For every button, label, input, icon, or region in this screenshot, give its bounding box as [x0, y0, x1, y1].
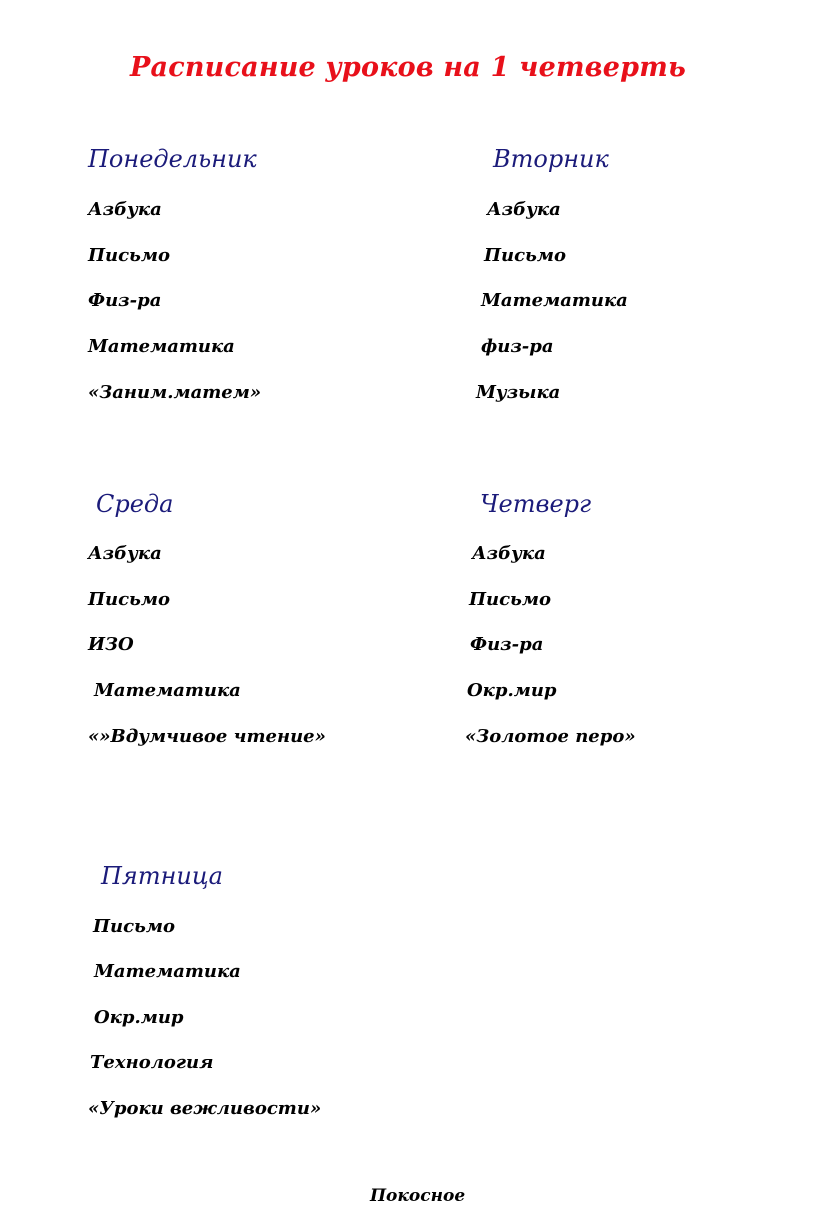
lesson-item: Азбука — [88, 199, 162, 220]
lesson-item: Окр.мир — [94, 1007, 184, 1028]
lesson-item: Письмо — [88, 245, 171, 266]
lesson-item: Письмо — [93, 916, 176, 937]
page-title: Расписание уроков на 1 четверть — [130, 52, 686, 83]
lesson-item: Математика — [94, 680, 241, 701]
day-title-friday: Пятница — [101, 862, 223, 890]
day-title-wednesday: Среда — [96, 490, 174, 518]
lesson-item: «»Вдумчивое чтение» — [88, 726, 326, 747]
lesson-item: физ-ра — [481, 336, 554, 357]
lesson-item: Письмо — [484, 245, 567, 266]
lesson-item: Физ-ра — [470, 634, 544, 655]
lesson-item: Азбука — [487, 199, 561, 220]
lesson-item: «Уроки вежливости» — [88, 1098, 322, 1119]
lesson-item: Математика — [481, 290, 628, 311]
lesson-item: Музыка — [476, 382, 561, 403]
lesson-item: Письмо — [88, 589, 171, 610]
lesson-item: Письмо — [469, 589, 552, 610]
lesson-item: Окр.мир — [467, 680, 557, 701]
lesson-item: Математика — [94, 961, 241, 982]
lesson-item: «Заним.матем» — [88, 382, 262, 403]
day-title-tuesday: Вторник — [493, 145, 609, 173]
lesson-item: Технология — [90, 1052, 214, 1073]
lesson-item: «Золотое перо» — [465, 726, 636, 747]
lesson-item: Азбука — [472, 543, 546, 564]
day-title-thursday: Четверг — [480, 490, 592, 518]
lesson-item: ИЗО — [88, 634, 134, 655]
footer-location: Покосное — [370, 1186, 466, 1206]
lesson-item: Азбука — [88, 543, 162, 564]
lesson-item: Физ-ра — [88, 290, 162, 311]
lesson-item: Математика — [88, 336, 235, 357]
day-title-monday: Понедельник — [88, 145, 257, 173]
